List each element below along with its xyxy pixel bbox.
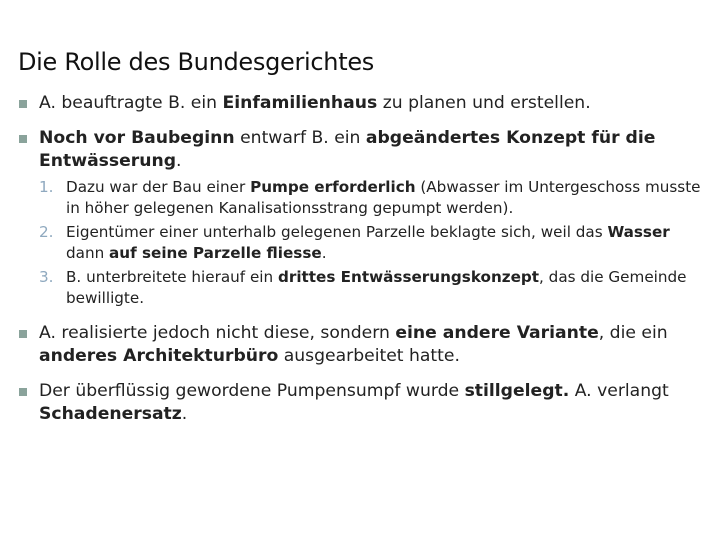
numbered-list bbox=[18, 177, 708, 309]
bold-text: Noch vor Baubeginn bbox=[39, 128, 235, 148]
text: A. realisierte jedoch nicht diese, sondern bbox=[39, 323, 396, 343]
text: zu planen und erstellen. bbox=[377, 93, 591, 113]
bullet-4 bbox=[18, 380, 708, 426]
text: B. unterbreitete hierauf ein bbox=[66, 268, 278, 286]
slide-title: Die Rolle des Bundesgerichtes bbox=[18, 48, 374, 76]
text: Der überflüssig gewordene Pumpensumpf wurde bbox=[39, 381, 465, 401]
bold-text: auf seine Parzelle fliesse bbox=[109, 244, 322, 262]
text: (Abwasser im Untergeschoss musste in höher gelegenen Kanalisationsstrang gepumpt werden). bbox=[66, 178, 701, 217]
bold-text: Schadenersatz bbox=[39, 404, 182, 424]
bullet-2 bbox=[18, 127, 708, 173]
square-bullet-icon bbox=[19, 330, 27, 338]
text: . bbox=[321, 244, 327, 262]
text: Dazu war der Bau einer bbox=[66, 178, 251, 196]
bold-text: abgeändertes Konzept für die Entwässerung bbox=[39, 128, 656, 171]
numbered-item-3 bbox=[18, 267, 708, 309]
bold-text: Pumpe erforderlich bbox=[250, 178, 416, 196]
text: Eigentümer einer unterhalb gelegenen Parzelle beklagte sich, weil das bbox=[66, 223, 608, 241]
numbered-item-1 bbox=[18, 177, 708, 219]
item-number: 3. bbox=[39, 268, 54, 286]
text: , das die Gemeinde bewilligte. bbox=[66, 268, 687, 307]
bullet-3 bbox=[18, 322, 708, 368]
bold-text: drittes Entwässerungskonzept bbox=[277, 268, 540, 286]
bold-text: stillgelegt. bbox=[464, 381, 570, 401]
text: ausgearbeitet hatte. bbox=[278, 346, 460, 366]
bold-text: Wasser bbox=[607, 223, 670, 241]
square-bullet-icon bbox=[19, 100, 27, 108]
text: . bbox=[181, 404, 188, 424]
bullet-1 bbox=[18, 92, 708, 115]
text: , die ein bbox=[598, 323, 668, 343]
text: A. verlangt bbox=[569, 381, 669, 401]
text: . bbox=[176, 151, 182, 171]
text: dann bbox=[66, 244, 110, 262]
square-bullet-icon bbox=[19, 135, 27, 143]
bold-text: anderes Architekturbüro bbox=[39, 346, 279, 366]
bold-text: eine andere Variante bbox=[395, 323, 599, 343]
item-number: 2. bbox=[39, 223, 54, 241]
text: entwarf B. ein bbox=[234, 128, 366, 148]
text: A. beauftragte B. ein bbox=[39, 93, 223, 113]
square-bullet-icon bbox=[19, 388, 27, 396]
item-number: 1. bbox=[39, 178, 54, 196]
bold-text: Einfamilienhaus bbox=[222, 93, 378, 113]
slide-content bbox=[18, 92, 708, 438]
numbered-item-2 bbox=[18, 222, 708, 264]
